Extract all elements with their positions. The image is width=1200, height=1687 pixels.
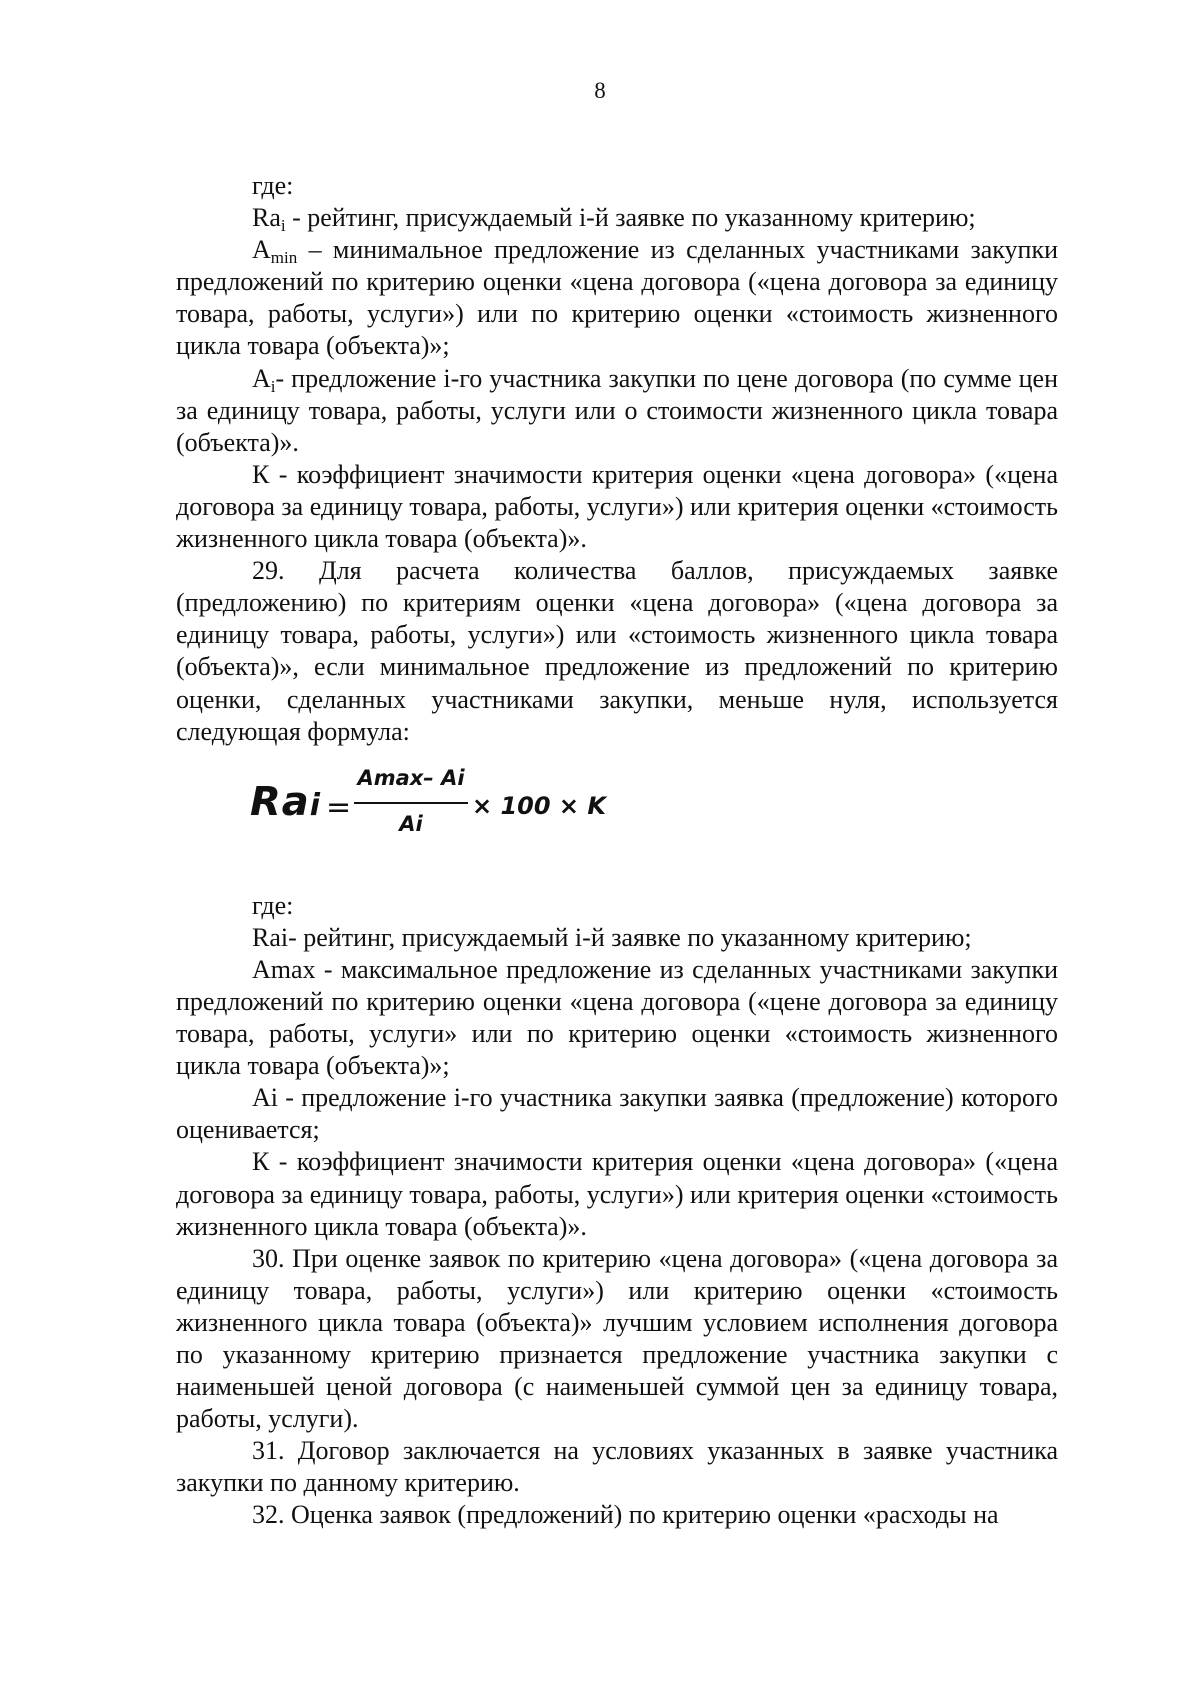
paragraph-text: – минимальное предложение из сделанных участниками закупки предложений по критерию оценки «цена договора («цена договора за единицу товара, работы, услуги») или по критерию оценки «стоимость жизненного цикла товара (объекта)»; xyxy=(176,235,1058,361)
paragraph-amin-definition xyxy=(176,234,1058,362)
paragraph-k-definition-2: К - коэффициент значимости критерия оценки «цена договора» («цена договора за единицу товара, работы, услуги») или критерия оценки «стоимость жизненного цикла товара (объекта)». xyxy=(176,1147,1058,1241)
symbol-a: A xyxy=(252,363,271,393)
symbol-amin-subscript: min xyxy=(270,248,298,268)
paragraph-k-definition: К - коэффициент значимости критерия оценки «цена договора» («цена договора за единицу товара, работы, услуги») или критерия оценки «стоимость жизненного цикла товара (объекта)». xyxy=(176,459,1058,554)
paragraph-text: - предложение i-го участника закупки по цене договора (по сумме цен за единицу товара, работы, услуги или о стоимости жизненного цикла товара (объекта)». xyxy=(176,363,1058,457)
formula-numerator: Amax– Ai xyxy=(357,765,465,790)
paragraph-text: - рейтинг, присуждаемый i-й заявке по указанному критерию; xyxy=(285,203,976,233)
formula-lhs xyxy=(250,778,322,825)
formula-fraction-bar xyxy=(354,802,468,804)
formula-equals: = xyxy=(326,789,352,825)
formula-denominator: Ai xyxy=(399,811,423,836)
symbol-ra: Ra xyxy=(252,203,281,233)
paragraph-ai-definition xyxy=(176,363,1058,459)
formula-rhs: × 100 × K xyxy=(472,791,606,820)
paragraph-amax-definition: Amax - максимальное предложение из сделанных участниками закупки предложений по критерию оценки «цена договора («цене договора за единицу товара, работы, услуги» или по критерию оценки «стоимость жизненного цикла товара (объекта)»; xyxy=(176,954,1058,1081)
paragraph-30: 30. При оценке заявок по критерию «цена договора» («цена договора за единицу товара, работы, услуги») или критерию оценки «стоимость жизненного цикла товара (объекта)» лучшим условием исполнения договора по указанному критерию признается предложение участника закупки с наименьшей ценой договора (с наименьшей суммой цен за единицу товара, работы, услуги). xyxy=(176,1243,1058,1434)
paragraph-31: 31. Договор заключается на условиях указанных в заявке участника закупки по данному критерию. xyxy=(176,1436,1058,1498)
formula-lhs-sub: i xyxy=(309,787,322,823)
paragraph-29: 29. Для расчета количества баллов, присуждаемых заявке (предложению) по критериям оценки «цена договора» («цена договора за единицу товара, работы, услуги») или «стоимость жизненного цикла товара (объекта)», если минимальное предложение из предложений по критерию оценки, сделанных участниками закупки, меньше нуля, используется следующая формула: xyxy=(176,556,1058,746)
symbol-ra-subscript: i xyxy=(280,216,286,236)
symbol-a: A xyxy=(252,235,271,265)
paragraph-rai-definition xyxy=(176,202,1058,234)
paragraph-rai-definition-2: Rai- рейтинг, присуждаемый i-й заявке по указанному критерию; xyxy=(252,922,972,952)
symbol-ai-subscript: i xyxy=(270,376,276,396)
paragraph-ai-definition-2: Ai - предложение i-го участника закупки заявка (предложение) которого оценивается; xyxy=(176,1083,1058,1145)
where-label: где: xyxy=(252,171,294,200)
rating-formula xyxy=(176,762,1058,874)
where-label: где: xyxy=(252,890,294,920)
page-number: 8 xyxy=(594,78,606,103)
paragraph-32: 32. Оценка заявок (предложений) по критерию оценки «расходы на xyxy=(252,1500,999,1530)
formula-lhs-main: Ra xyxy=(250,778,310,825)
document-body xyxy=(176,170,1058,1532)
